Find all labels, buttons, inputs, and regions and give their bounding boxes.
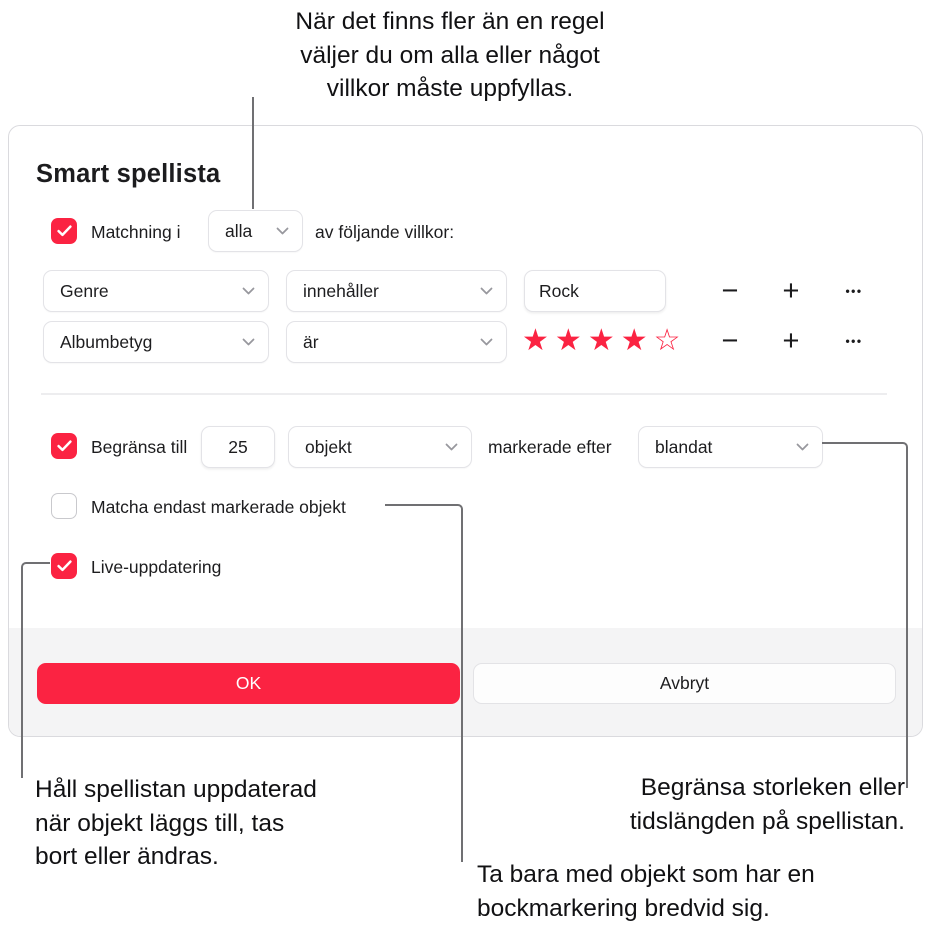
page-title: Smart spellista <box>36 160 221 188</box>
remove-rule-button[interactable]: − <box>721 274 739 307</box>
ok-button[interactable]: OK <box>37 663 460 704</box>
callout-line-text: när objekt läggs till, tas <box>35 809 285 837</box>
chevron-down-icon <box>445 443 458 451</box>
star-icon[interactable]: ★ <box>522 324 549 357</box>
callout-line-text: Håll spellistan uppdaterad <box>35 776 317 803</box>
dialog-footer <box>9 628 922 736</box>
match-suffix-label: av följande villkor: <box>315 222 455 242</box>
rule-field-value: Albumbetyg <box>60 331 153 352</box>
more-options-button[interactable]: ••• <box>845 334 863 348</box>
limit-checkbox[interactable] <box>51 433 77 459</box>
callout-line-text: Ta bara med objekt som har en <box>477 861 815 888</box>
star-icon[interactable]: ★ <box>554 324 582 357</box>
callout-line-live-update <box>21 562 50 778</box>
match-only-checkbox[interactable] <box>51 493 77 519</box>
limit-count-input[interactable] <box>201 426 275 468</box>
checkmark-icon <box>57 225 72 237</box>
remove-rule-button[interactable]: − <box>721 324 739 357</box>
bottom-right-checked-callout-text <box>477 858 917 925</box>
chevron-down-icon <box>242 287 255 295</box>
callout-line-text: tidslängden på spellistan. <box>629 807 905 835</box>
add-rule-button[interactable]: + <box>782 274 800 307</box>
limit-unit-value: objekt <box>305 436 352 457</box>
smart-playlist-dialog <box>8 125 923 737</box>
callout-line-limit <box>822 442 908 788</box>
rule-operator-value: innehåller <box>303 280 379 301</box>
more-options-button[interactable]: ••• <box>845 284 863 298</box>
bottom-left-callout-text <box>35 773 455 874</box>
rule-field-dropdown[interactable] <box>43 270 269 312</box>
rule-value-input[interactable] <box>524 270 666 312</box>
top-callout-line: väljer du om alla eller något <box>300 41 600 69</box>
rule-operator-dropdown[interactable] <box>286 321 507 363</box>
match-only-label: Matcha endast markerade objekt <box>91 497 346 517</box>
star-icon[interactable]: ★ <box>587 324 615 357</box>
checkmark-icon <box>57 560 72 572</box>
match-mode-value: alla <box>225 220 253 241</box>
limit-order-dropdown[interactable] <box>638 426 823 468</box>
rule-operator-dropdown[interactable] <box>286 270 507 312</box>
divider <box>41 393 887 395</box>
live-update-label: Live-uppdatering <box>91 557 222 577</box>
limit-label: Begränsa till <box>91 437 188 457</box>
rule-operator-value: är <box>303 331 319 352</box>
cancel-button[interactable]: Avbryt <box>473 663 896 704</box>
top-callout-text <box>160 5 740 106</box>
bottom-right-limit-callout-text <box>500 771 905 838</box>
top-callout-line: villkor måste uppfyllas. <box>326 75 574 102</box>
chevron-down-icon <box>242 338 255 346</box>
chevron-down-icon <box>480 338 493 346</box>
add-rule-button[interactable]: + <box>782 324 800 357</box>
match-mode-dropdown[interactable] <box>208 210 303 252</box>
match-checkbox[interactable] <box>51 218 77 244</box>
callout-line-match-dropdown <box>252 97 254 209</box>
chevron-down-icon <box>796 443 809 451</box>
limit-unit-dropdown[interactable] <box>288 426 472 468</box>
chevron-down-icon <box>276 227 289 235</box>
rule-field-value: Genre <box>60 280 109 301</box>
star-icon[interactable]: ★ <box>620 324 648 357</box>
limit-selected-by-label: markerade efter <box>488 437 612 457</box>
callout-line-text: bockmarkering bredvid sig. <box>477 894 770 922</box>
checkmark-icon <box>57 440 72 452</box>
rule-field-dropdown[interactable] <box>43 321 269 363</box>
top-callout-line: När det finns fler än en regel <box>295 8 605 35</box>
callout-line-text: Begränsa storleken eller <box>640 774 905 801</box>
live-update-checkbox[interactable] <box>51 553 77 579</box>
chevron-down-icon <box>480 287 493 295</box>
limit-order-value: blandat <box>655 436 713 457</box>
callout-line-text: bort eller ändras. <box>35 843 219 870</box>
rating-stars[interactable] <box>522 326 681 356</box>
match-label: Matchning i <box>91 222 181 242</box>
star-icon[interactable]: ☆ <box>653 324 681 357</box>
